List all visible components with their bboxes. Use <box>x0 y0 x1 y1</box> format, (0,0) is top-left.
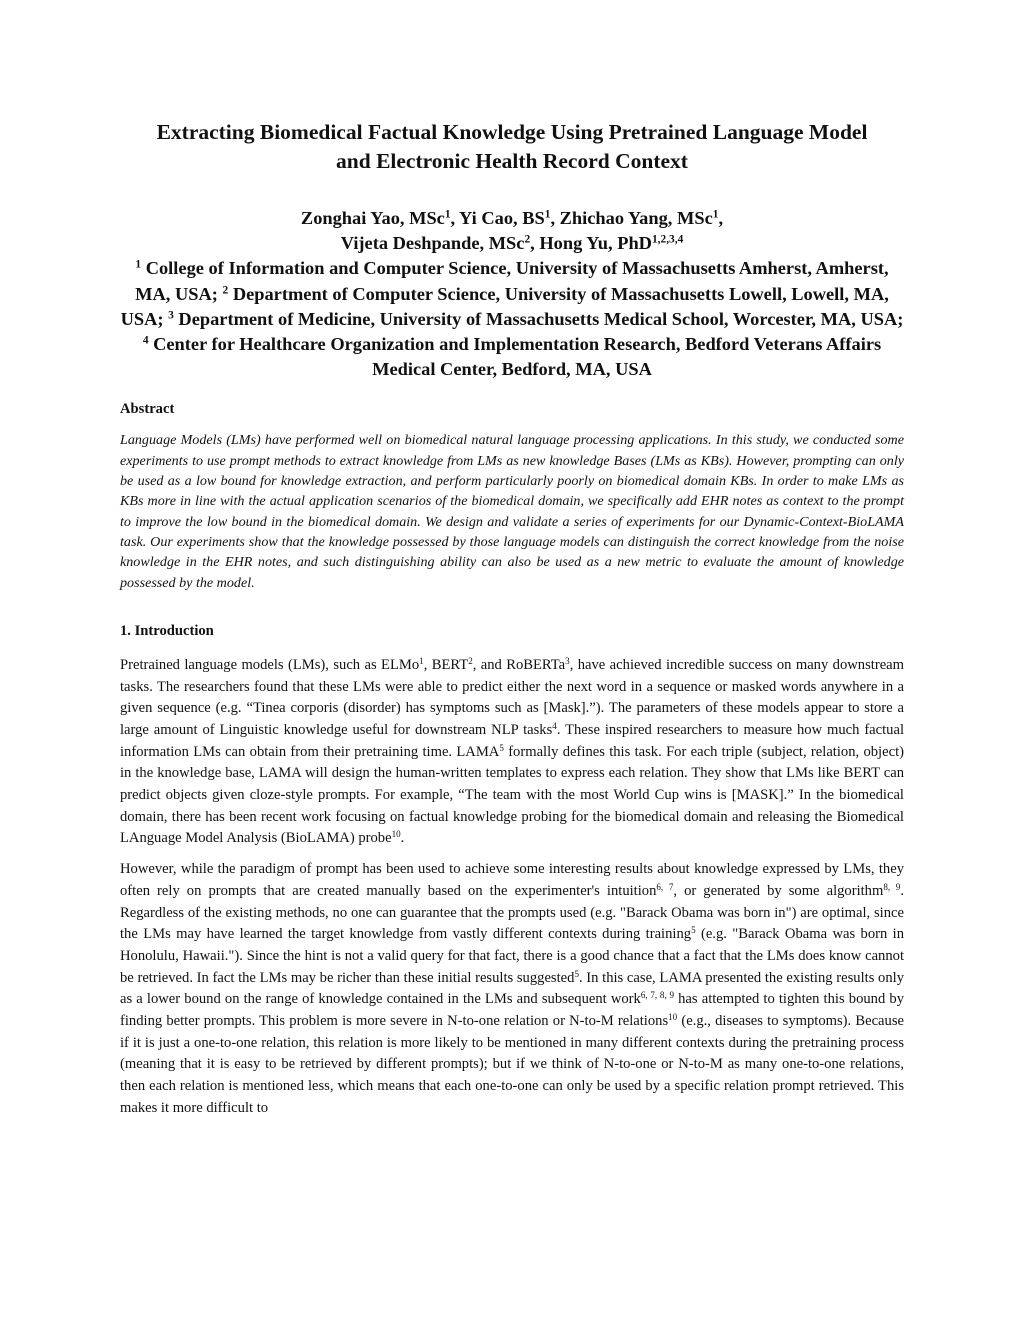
author-affiliation-mark: 1 <box>712 208 719 221</box>
paragraph-text: formally defines this task. For each triple (subject, relation, object) in the knowledge base, LAMA will design the human-written templates to express each relation. They show that LMs like BERT can predict objects given cloze-style prompts. For example, “The team with the most World Cup wins is [MASK].” In the biomedical domain, there has been recent work focusing on factual knowledge probing for the biomedical domain and releasing the Biomedical LAnguage Model Analysis (BioLAMA) probe <box>120 743 904 847</box>
paragraph-text: However, while the paradigm of prompt has been used to achieve some interesting results about knowledge expressed by LMs, they often rely on prompts that are created manually based on the experimenter's intuition <box>120 861 904 899</box>
abstract-heading: Abstract <box>120 401 175 418</box>
paragraph-text: . In this case, LAMA presented the existing results only as a lower bound on the range of knowledge contained in the LMs and subsequent work <box>120 969 905 1008</box>
author-name: , Yi Cao, BS <box>450 208 545 228</box>
title-line-2: and Electronic Health Record Context <box>336 149 688 173</box>
author-name: , Zhichao Yang, MSc <box>550 208 713 228</box>
citation-mark: 5 <box>499 742 504 753</box>
affiliation-mark: 2 <box>222 284 229 297</box>
affiliation-text: Department of Computer Science, University of Massachusetts Lowell, Lowell, MA, USA; <box>120 283 889 329</box>
paragraph-text: , have achieved incredible success on many downstream tasks. The researchers found that these LMs were able to predict either the next word in a sequence or masked words anywhere in a given sequence (e.g. “Tinea corporis (disorder) has symptoms such as [Mask].”). The parameters of these models appear to store a large amount of Linguistic knowledge useful for downstream NLP tasks <box>120 656 905 738</box>
paragraph-text: , and RoBERTa <box>472 656 566 673</box>
paragraph-text: has attempted to tighten this bound by finding better prompts. This problem is more severe in N-to-one relation or N-to-M relations <box>120 991 904 1030</box>
paragraph-text: (e.g. "Barack Obama was born in Honolulu, Hawaii."). Since the hint is not a valid query for that fact, there is a good chance that a fact that the LMs does know cannot be retrieved. In fact the LMs may be richer than these initial results suggested <box>120 926 905 986</box>
citation-mark: 10 <box>668 1012 678 1023</box>
author-affiliation-mark: 1 <box>544 208 551 221</box>
paragraph-text: . These inspired researchers to measure how much factual information LMs can obtain from their pretraining time. LAMA <box>120 721 905 760</box>
affiliation-mark: 4 <box>142 334 149 347</box>
paragraph-text: , or generated by some algorithm <box>673 882 884 899</box>
citation-mark: 2 <box>468 655 473 666</box>
affiliation-text: College of Information and Computer Science, University of Massachusetts Amherst, Amherst, MA, USA; <box>135 258 889 304</box>
affiliation-text: Department of Medicine, University of Massachusetts Medical School, Worcester, MA, USA; <box>173 308 904 329</box>
paper-title <box>120 118 904 176</box>
citation-mark: 6, 7 <box>656 881 674 892</box>
paragraph-text: (e.g., diseases to symptoms). Because if it is just a one-to-one relation, this relation is more likely to be mentioned in many different contexts during the pretraining process (meaning that it is easy to be retrieved by different prompts); but if we think of N-to-one or N-to-M as many one-to-one relations, then each relation is mentioned less, which means that each one-to-one can only be used by a specific relation prompt retrieved. This makes it more difficult to <box>120 1013 904 1116</box>
affiliation-text: Center for Healthcare Organization and Implementation Research, Bedford Veterans Affairs Medical Center, Bedford, MA, USA <box>148 334 882 380</box>
author-name: Vijeta Deshpande, MSc <box>340 233 525 254</box>
citation-mark: 5 <box>691 925 696 936</box>
affiliations <box>120 256 904 382</box>
intro-paragraph-1 <box>120 655 904 850</box>
introduction-heading: 1. Introduction <box>120 622 214 639</box>
author-separator: , <box>718 208 724 228</box>
author-affiliation-mark: 1,2,3,4 <box>651 233 684 246</box>
citation-mark: 8, 9 <box>883 881 901 892</box>
paragraph-text: . <box>400 830 405 847</box>
paragraph-text: . Regardless of the existing methods, no one can guarantee that the prompts used (e.g. "Barack Obama was born in") are optimal, since the LMs may have learned the target knowledge from vastly different contexts during training <box>120 882 904 943</box>
author-list <box>120 206 904 256</box>
author-affiliation-mark: 2 <box>524 233 531 246</box>
author-name: , Hong Yu, PhD <box>530 233 652 254</box>
author-block <box>120 206 904 382</box>
citation-mark: 4 <box>552 720 557 731</box>
citation-mark: 1 <box>419 655 424 666</box>
intro-paragraph-2 <box>120 859 904 1119</box>
author-affiliation-mark: 1 <box>444 208 451 221</box>
paragraph-text: , BERT <box>423 656 469 673</box>
affiliation-mark: 1 <box>135 259 142 272</box>
abstract-text: Language Models (LMs) have performed well on biomedical natural language processing applications. In this study, we conducted some experiments to use prompt methods to extract knowledge from LMs as new knowledge Bases (LMs as KBs). However, prompting can only be used as a low bound for knowledge extraction, and perform particularly poorly on biomedical domain KBs. In order to make LMs as KBs more in line with the actual application scenarios of the biomedical domain, we specifically add EHR notes as context to the prompt to improve the low bound in the biomedical domain. We design and validate a series of experiments for our Dynamic-Context-BioLAMA task. Our experiments show that the knowledge possessed by those language models can distinguish the correct knowledge from the noise knowledge in the EHR notes, and such distinguishing ability can also be used as a new metric to evaluate the amount of knowledge possessed by the model. <box>120 432 904 591</box>
affiliation-mark: 3 <box>168 309 174 322</box>
citation-mark: 3 <box>565 655 570 666</box>
citation-mark: 10 <box>391 829 401 840</box>
author-name: Zonghai Yao, MSc <box>300 208 445 228</box>
citation-mark: 5 <box>574 968 579 979</box>
title-line-1: Extracting Biomedical Factual Knowledge Using Pretrained Language Model <box>156 120 868 144</box>
citation-mark: 6, 7, 8, 9 <box>640 990 674 1001</box>
paper-page <box>120 118 904 1120</box>
paragraph-text: Pretrained language models (LMs), such as ELMo <box>120 656 420 673</box>
